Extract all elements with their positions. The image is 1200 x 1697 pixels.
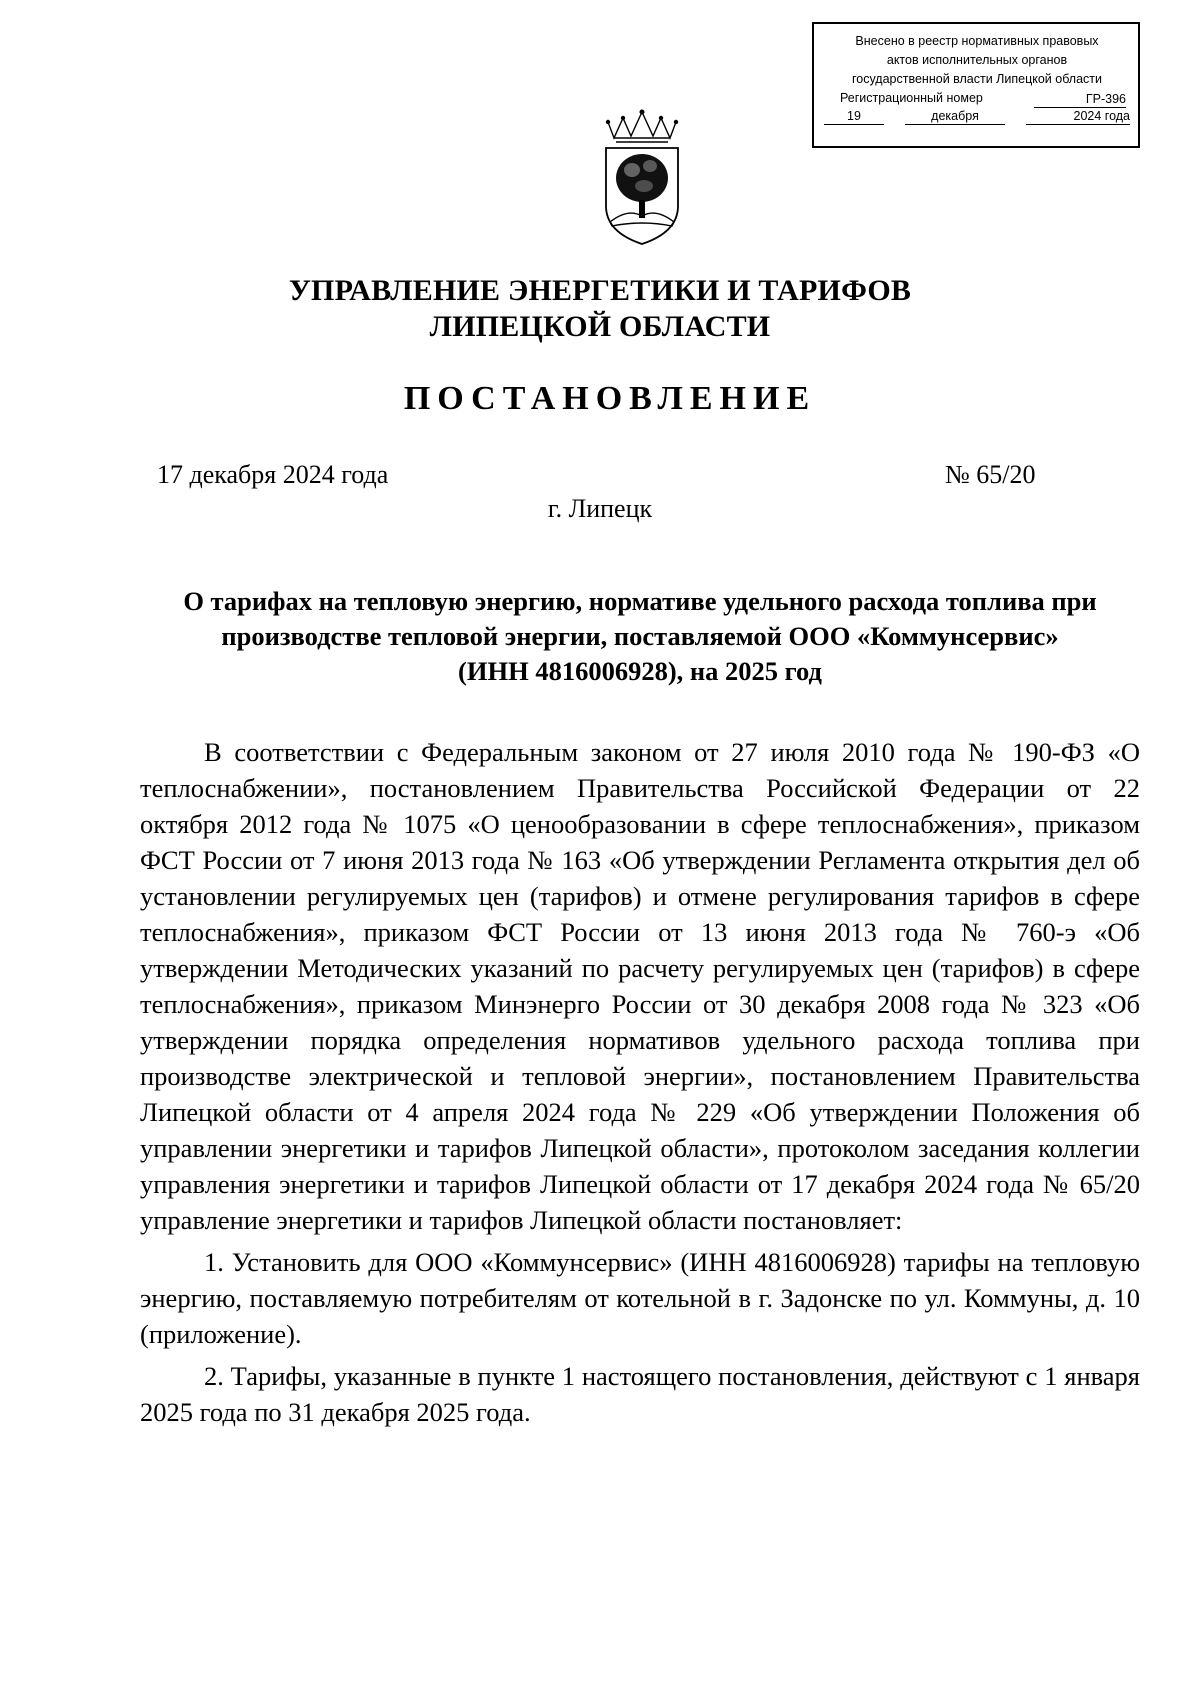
item-2-paragraph: 2. Тарифы, указанные в пункте 1 настоящего постановления, действуют с 1 января 2025 года по 31 декабря 2025 года. [140, 1361, 1140, 1427]
organization-name-line-2: ЛИПЕЦКОЙ ОБЛАСТИ [429, 310, 771, 343]
title-line-3: (ИНН 4816006928), на 2025 год [458, 656, 822, 686]
stamp-year: 2024 года [1026, 108, 1130, 125]
stamp-month: декабря [905, 108, 1005, 125]
stamp-reg-row [824, 89, 1130, 108]
stamp-line-1: Внесено в реестр нормативных правовых [855, 34, 1099, 48]
document-date: 17 декабря 2024 года [157, 460, 389, 489]
stamp-day: 19 [824, 108, 884, 125]
coat-of-arms-icon [598, 108, 686, 248]
document-type: ПОСТАНОВЛЕНИЕ [403, 380, 817, 417]
preamble-paragraph: В соответствии с Федеральным законом от 27 июля 2010 года № 190-ФЗ «О теплоснабжении», постановлением Правительства Российской Федерации от 22 октября 2012 года № 1075 «О ценообразовании в сфере теплоснабжения», приказом ФСТ России от 7 июня 2013 года № 163 «Об утверждении Регламента открытия дел об установлении регулируемых цен (тарифов) и отмене регулирования тарифов в сфере теплоснабжения», приказом ФСТ России от 13 июня 2013 года № 760-э «Об утверждении Методических указаний по расчету регулируемых цен (тарифов) в сфере теплоснабжения», приказом Минэнерго России от 30 декабря 2008 года № 323 «Об утверждении порядка определения нормативов удельного расхода топлива при производстве электрической и тепловой энергии», постановлением Правительства Липецкой области от 4 апреля 2024 года № 229 «Об утверждении Положения об управлении энергетики и тарифов Липецкой области», протоколом заседания коллегии управления энергетики и тарифов Липецкой области от 17 декабря 2024 года № 65/20 управление энергетики и тарифов Липецкой области постановляет: [140, 737, 1140, 1235]
document-number: № 65/20 [945, 460, 1036, 489]
item-1-paragraph: 1. Установить для ООО «Коммунсервис» (ИНН 4816006928) тарифы на тепловую энергию, поставляемую потребителям от котельной в г. Задонске по ул. Коммуны, д. 10 (приложение). [140, 1247, 1140, 1349]
stamp-reg-number: ГР-396 [1034, 91, 1126, 108]
stamp-reg-label: Регистрационный номер [840, 91, 983, 105]
organization-name-line-1: УПРАВЛЕНИЕ ЭНЕРГЕТИКИ И ТАРИФОВ [288, 274, 912, 307]
stamp-line-2: актов исполнительных органов [886, 53, 1068, 67]
stamp-line-3: государственной власти Липецкой области [851, 72, 1103, 86]
document-body [140, 734, 1140, 1430]
registration-stamp [812, 22, 1140, 148]
title-line-2: производстве тепловой энергии, поставляемой ООО «Коммунсервис» [221, 621, 1059, 651]
document-city: г. Липецк [547, 494, 653, 523]
title-line-1: О тарифах на тепловую энергию, нормативе удельного расхода топлива при [183, 586, 1097, 616]
stamp-date-row [824, 108, 1130, 125]
document-title [140, 584, 1140, 689]
